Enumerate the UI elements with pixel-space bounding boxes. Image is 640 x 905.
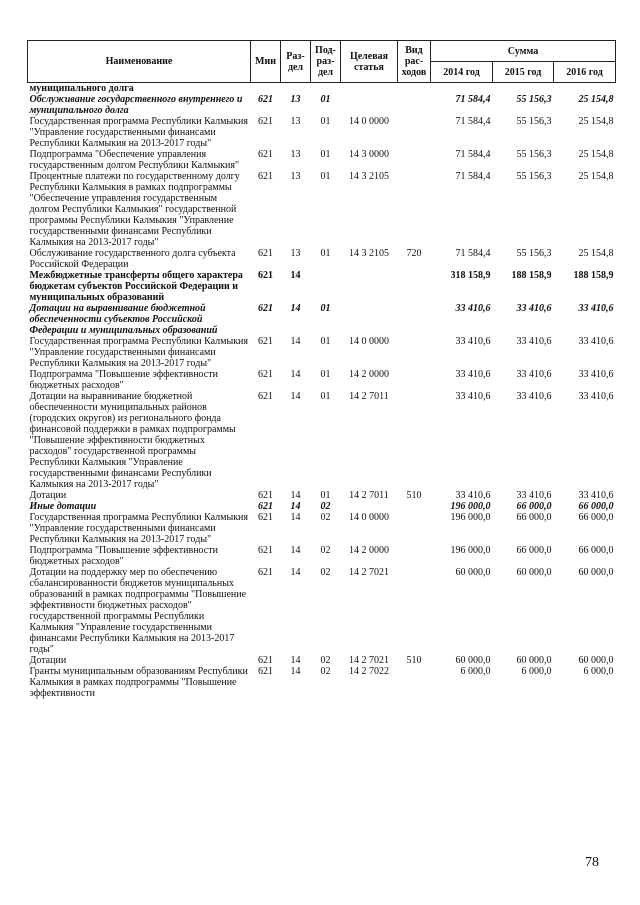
row-name: муниципального долга xyxy=(29,83,134,94)
row-razdel: 14 xyxy=(290,666,301,677)
row-sum-2016: 25 154,8 xyxy=(578,171,614,182)
row-target-article xyxy=(341,270,398,303)
row-expense-type: 720 xyxy=(406,248,422,259)
row-razdel xyxy=(281,83,311,95)
header-razdel: Раз-дел xyxy=(281,41,311,83)
row-sum-2016: 6 000,0 xyxy=(583,666,614,677)
row-razdel: 13 xyxy=(290,171,301,182)
row-podrazdel: 01 xyxy=(320,171,331,182)
row-sum-2014: 318 158,9 xyxy=(450,270,491,281)
row-name: Дотации на выравнивание бюджетной обеспеченности муниципальных районов (городских округов) из регионального фонда финансовой поддержки в рамках подпрограммы "Повышение эффективности бюджетных расходов" государственной программы Республики Калмыкия "Управление государственными финансами Республики Калмыкия на 2013-2017 годы" xyxy=(29,391,236,490)
row-sum-2016: 66 000,0 xyxy=(578,545,614,556)
table-row xyxy=(28,567,616,655)
row-sum-2016: 25 154,8 xyxy=(578,248,614,259)
table-row xyxy=(28,83,616,95)
budget-table xyxy=(27,40,616,699)
row-sum-2015: 55 156,3 xyxy=(516,248,552,259)
row-expense-type xyxy=(398,391,431,490)
row-expense-type: 510 xyxy=(406,655,422,666)
row-target-article xyxy=(341,501,398,512)
row-sum-2015: 55 156,3 xyxy=(516,94,552,105)
row-sum-2016: 66 000,0 xyxy=(578,512,614,523)
row-min: 621 xyxy=(258,666,273,677)
row-sum-2016: 188 158,9 xyxy=(573,270,614,281)
row-name: Подпрограмма "Повышение эффективности бюджетных расходов" xyxy=(29,545,218,567)
row-razdel: 14 xyxy=(290,336,301,347)
row-sum-2015: 33 410,6 xyxy=(516,391,552,402)
row-sum-2015: 66 000,0 xyxy=(516,545,552,556)
row-min: 621 xyxy=(258,391,273,402)
row-sum-2014: 71 584,4 xyxy=(455,149,491,160)
row-razdel: 13 xyxy=(290,116,301,127)
row-min: 621 xyxy=(258,567,273,578)
row-target-article: 14 2 7021 xyxy=(349,567,389,578)
row-expense-type xyxy=(398,666,431,699)
row-target-article xyxy=(341,303,398,336)
row-podrazdel xyxy=(311,270,341,303)
row-min: 621 xyxy=(258,369,273,380)
row-min: 621 xyxy=(258,303,273,314)
table-row xyxy=(28,391,616,490)
row-min: 621 xyxy=(258,270,273,281)
row-sum-2016: 33 410,6 xyxy=(578,490,614,501)
row-podrazdel: 02 xyxy=(320,512,331,523)
row-razdel: 14 xyxy=(290,490,301,501)
row-expense-type xyxy=(398,567,431,655)
row-sum-2015: 66 000,0 xyxy=(516,512,552,523)
row-target-article: 14 2 0000 xyxy=(349,545,389,556)
row-sum-2015 xyxy=(493,83,554,95)
table-row xyxy=(28,149,616,171)
row-expense-type xyxy=(398,369,431,391)
row-target-article: 14 2 7011 xyxy=(349,490,389,501)
row-target-article: 14 2 7021 xyxy=(349,655,389,666)
table-row xyxy=(28,94,616,116)
row-expense-type xyxy=(398,336,431,369)
row-sum-2015: 33 410,6 xyxy=(516,369,552,380)
row-sum-2015: 66 000,0 xyxy=(516,501,552,512)
row-razdel: 14 xyxy=(290,501,301,512)
row-name: Дотации на выравнивание бюджетной обеспеченности субъектов Российской Федерации и муниципальных образований xyxy=(29,303,218,336)
row-sum-2014: 71 584,4 xyxy=(455,116,491,127)
row-target-article xyxy=(341,83,398,95)
header-podrazdel: Под-раз-дел xyxy=(311,41,341,83)
row-sum-2014: 60 000,0 xyxy=(455,655,491,666)
table-row xyxy=(28,336,616,369)
row-name: Государственная программа Республики Калмыкия "Управление государственными финансами Республики Калмыкия на 2013-2017 годы" xyxy=(29,336,249,369)
row-target-article: 14 2 7011 xyxy=(349,391,389,402)
row-expense-type xyxy=(398,94,431,116)
row-sum-2015: 60 000,0 xyxy=(516,567,552,578)
row-razdel: 14 xyxy=(290,567,301,578)
row-expense-type xyxy=(398,512,431,545)
row-podrazdel: 01 xyxy=(320,248,331,259)
row-target-article: 14 3 0000 xyxy=(349,149,389,160)
row-sum-2015: 6 000,0 xyxy=(521,666,552,677)
row-sum-2015: 55 156,3 xyxy=(516,116,552,127)
row-name: Подпрограмма "Повышение эффективности бюджетных расходов" xyxy=(29,369,218,391)
row-sum-2014: 33 410,6 xyxy=(455,369,491,380)
row-podrazdel: 02 xyxy=(320,666,331,677)
row-sum-2014: 71 584,4 xyxy=(455,94,491,105)
row-min: 621 xyxy=(258,248,273,259)
row-sum-2015: 55 156,3 xyxy=(516,149,552,160)
row-podrazdel: 02 xyxy=(320,501,331,512)
row-razdel: 14 xyxy=(290,512,301,523)
row-sum-2016: 60 000,0 xyxy=(578,567,614,578)
row-sum-2016: 33 410,6 xyxy=(578,303,614,314)
row-min: 621 xyxy=(258,501,273,512)
table-row xyxy=(28,248,616,270)
row-sum-2014: 60 000,0 xyxy=(455,567,491,578)
row-expense-type xyxy=(398,149,431,171)
row-min: 621 xyxy=(258,116,273,127)
row-name: Процентные платежи по государственному долгу Республики Калмыкия в рамках подпрограммы "Обеспечение управления государственным долгом Республики Калмыкия" государственной программы Республики Калмыкия "Управление государственными финансами Республики Калмыкия на 2013-2017 годы" xyxy=(29,171,240,248)
row-razdel: 13 xyxy=(290,94,301,105)
row-podrazdel: 01 xyxy=(320,94,331,105)
row-name: Дотации на поддержку мер по обеспечению сбалансированности бюджетов муниципальных образований в рамках подпрограммы "Повышение эффективности бюджетных расходов" государственной программы Республики Калмыкия "Управление государственными финансами Республики Калмыкия на 2013-2017 годы" xyxy=(29,567,247,655)
table-row xyxy=(28,171,616,248)
header-year-2016: 2016 год xyxy=(554,62,616,83)
table-row xyxy=(28,270,616,303)
row-sum-2014: 196 000,0 xyxy=(450,512,491,523)
row-razdel: 14 xyxy=(290,270,301,281)
row-sum-2015: 60 000,0 xyxy=(516,655,552,666)
row-razdel: 14 xyxy=(290,369,301,380)
row-name: Государственная программа Республики Калмыкия "Управление государственными финансами Республики Калмыкия на 2013-2017 годы" xyxy=(29,512,249,545)
row-podrazdel: 01 xyxy=(320,490,331,501)
row-target-article: 14 3 2105 xyxy=(349,248,389,259)
row-min: 621 xyxy=(258,94,273,105)
row-podrazdel xyxy=(311,83,341,95)
row-name: Дотации xyxy=(29,490,67,501)
row-razdel: 14 xyxy=(290,303,301,314)
row-sum-2016: 25 154,8 xyxy=(578,94,614,105)
row-name: Государственная программа Республики Калмыкия "Управление государственными финансами Республики Калмыкия на 2013-2017 годы" xyxy=(29,116,249,149)
header-year-2014: 2014 год xyxy=(431,62,493,83)
row-name: Иные дотации xyxy=(29,501,97,512)
table-row xyxy=(28,369,616,391)
row-expense-type: 510 xyxy=(406,490,422,501)
row-min: 621 xyxy=(258,545,273,556)
table-header xyxy=(28,41,616,83)
header-expense-type: Вид рас-ходов xyxy=(398,41,431,83)
row-razdel: 13 xyxy=(290,248,301,259)
table-row xyxy=(28,303,616,336)
row-expense-type xyxy=(398,303,431,336)
header-sum: Сумма xyxy=(431,41,616,62)
row-name: Обслуживание государственного внутреннего и муниципального долга xyxy=(29,94,243,116)
row-sum-2014: 33 410,6 xyxy=(455,336,491,347)
row-sum-2014: 33 410,6 xyxy=(455,490,491,501)
row-sum-2015: 55 156,3 xyxy=(516,171,552,182)
row-sum-2016 xyxy=(554,83,616,95)
row-razdel: 13 xyxy=(290,149,301,160)
table-row xyxy=(28,655,616,666)
row-target-article: 14 2 7022 xyxy=(349,666,389,677)
header-min: Мин xyxy=(251,41,281,83)
row-target-article: 14 0 0000 xyxy=(349,512,389,523)
table-row xyxy=(28,501,616,512)
row-expense-type xyxy=(398,116,431,149)
row-target-article: 14 3 2105 xyxy=(349,171,389,182)
row-expense-type xyxy=(398,83,431,95)
page-number: 78 xyxy=(585,855,599,870)
row-podrazdel: 01 xyxy=(320,149,331,160)
row-podrazdel: 02 xyxy=(320,567,331,578)
row-name: Подпрограмма "Обеспечение управления государственным долгом Республики Калмыкия" xyxy=(29,149,240,171)
row-sum-2016: 25 154,8 xyxy=(578,116,614,127)
row-podrazdel: 01 xyxy=(320,303,331,314)
row-target-article: 14 0 0000 xyxy=(349,116,389,127)
row-sum-2016: 33 410,6 xyxy=(578,336,614,347)
row-sum-2014: 196 000,0 xyxy=(450,545,491,556)
row-podrazdel: 01 xyxy=(320,116,331,127)
row-sum-2014: 71 584,4 xyxy=(455,248,491,259)
row-sum-2016: 66 000,0 xyxy=(578,501,614,512)
row-podrazdel: 01 xyxy=(320,391,331,402)
row-expense-type xyxy=(398,171,431,248)
row-min: 621 xyxy=(258,336,273,347)
table-row xyxy=(28,116,616,149)
row-target-article: 14 2 0000 xyxy=(349,369,389,380)
row-podrazdel: 01 xyxy=(320,336,331,347)
row-target-article xyxy=(341,94,398,116)
header-name: Наименование xyxy=(28,41,251,83)
row-sum-2014: 71 584,4 xyxy=(455,171,491,182)
row-sum-2014: 196 000,0 xyxy=(450,501,491,512)
row-razdel: 14 xyxy=(290,655,301,666)
row-sum-2016: 60 000,0 xyxy=(578,655,614,666)
table-row xyxy=(28,490,616,501)
row-target-article: 14 0 0000 xyxy=(349,336,389,347)
row-name: Межбюджетные трансферты общего характера бюджетам субъектов Российской Федерации и муниципальных образований xyxy=(29,270,243,303)
header-year-2015: 2015 год xyxy=(493,62,554,83)
row-expense-type xyxy=(398,501,431,512)
row-min: 621 xyxy=(258,149,273,160)
row-podrazdel: 02 xyxy=(320,655,331,666)
row-sum-2015: 188 158,9 xyxy=(511,270,552,281)
row-min: 621 xyxy=(258,490,273,501)
row-min xyxy=(251,83,281,95)
row-sum-2014: 6 000,0 xyxy=(460,666,491,677)
row-min: 621 xyxy=(258,512,273,523)
row-razdel: 14 xyxy=(290,545,301,556)
row-razdel: 14 xyxy=(290,391,301,402)
row-expense-type xyxy=(398,270,431,303)
row-sum-2016: 33 410,6 xyxy=(578,391,614,402)
table-row xyxy=(28,666,616,699)
row-name: Обслуживание государственного долга субъекта Российской Федерации xyxy=(29,248,236,270)
header-target-article: Целевая статья xyxy=(341,41,398,83)
row-sum-2014 xyxy=(431,83,493,95)
row-min: 621 xyxy=(258,171,273,182)
table-row xyxy=(28,512,616,545)
table-row xyxy=(28,545,616,567)
row-podrazdel: 02 xyxy=(320,545,331,556)
row-sum-2016: 33 410,6 xyxy=(578,369,614,380)
row-name: Дотации xyxy=(29,655,67,666)
row-name: Гранты муниципальным образованиям Республики Калмыкия в рамках подпрограммы "Повышение эффективности xyxy=(29,666,248,699)
row-sum-2015: 33 410,6 xyxy=(516,303,552,314)
row-sum-2014: 33 410,6 xyxy=(455,303,491,314)
row-min: 621 xyxy=(258,655,273,666)
row-sum-2016: 25 154,8 xyxy=(578,149,614,160)
row-podrazdel: 01 xyxy=(320,369,331,380)
row-expense-type xyxy=(398,545,431,567)
row-sum-2015: 33 410,6 xyxy=(516,490,552,501)
row-sum-2015: 33 410,6 xyxy=(516,336,552,347)
table-body xyxy=(28,83,616,700)
row-sum-2014: 33 410,6 xyxy=(455,391,491,402)
